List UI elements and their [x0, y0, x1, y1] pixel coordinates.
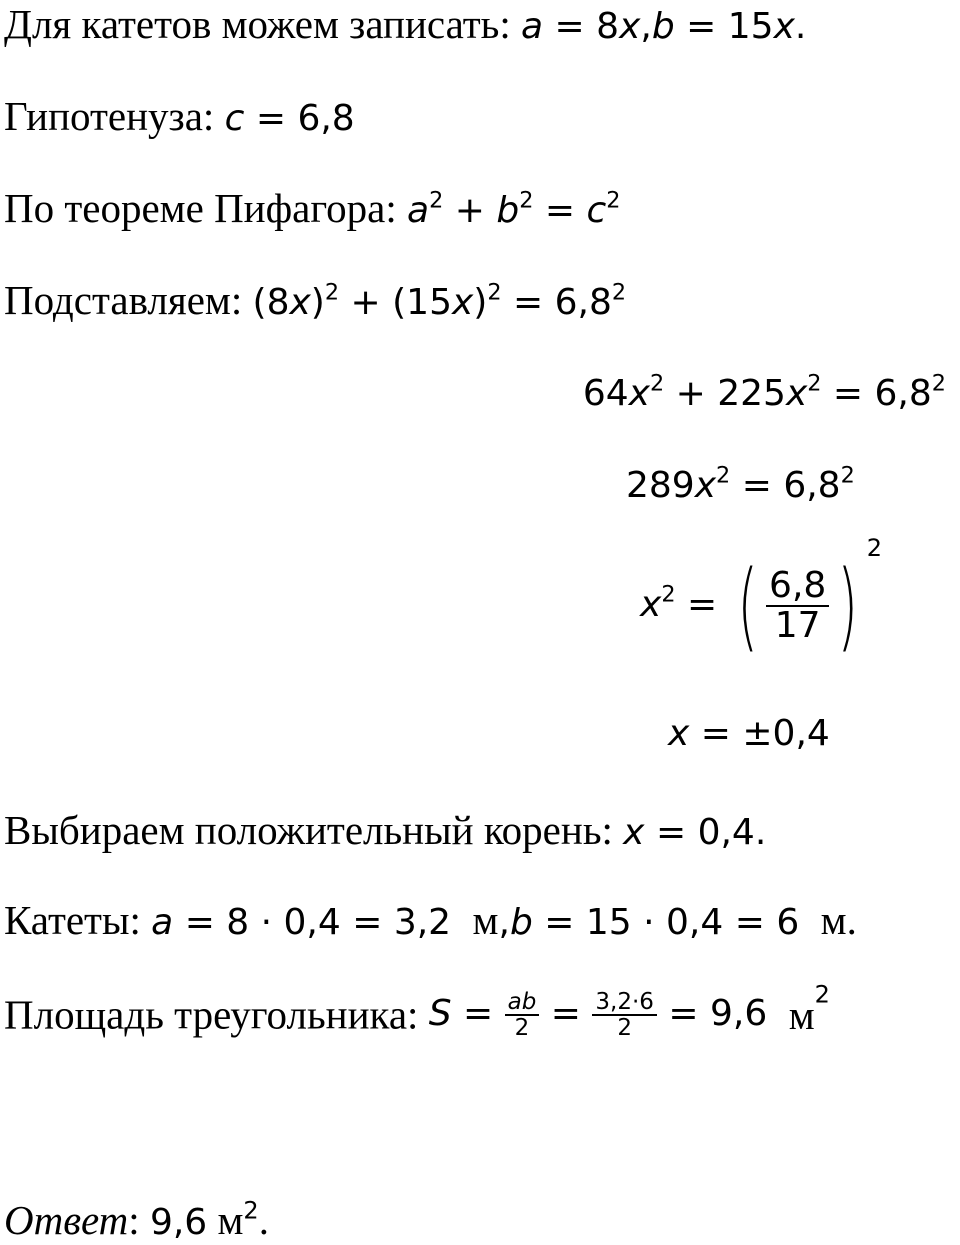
- positive-root-text: Выбираем положительный корень:: [4, 807, 613, 853]
- equation-step-3: $x^2$ = ( $\frac{6,8}{17}$ )$^2$: [640, 534, 883, 662]
- substitute-formula: $(8x)^2 + (15x)^2 = 6,8^2$: [252, 279, 627, 323]
- pythagoras-formula: $a^2 + b^2 = c^2$: [407, 187, 621, 231]
- area-fraction-2: $\frac{3,2\cdot 6}{2}$: [592, 990, 657, 1040]
- equation-step-2: $289x^2 = 6,8^2$: [626, 462, 855, 506]
- legs-values-text: Катеты:: [4, 897, 141, 943]
- legs-formula: a = 8x,b = 15x.: [521, 6, 807, 47]
- answer-label: Ответ: [4, 1197, 129, 1243]
- substitute-text: Подставляем:: [4, 277, 243, 323]
- positive-root-formula: x = 0,4.: [623, 812, 767, 853]
- equation-step-4: x = ±0,4: [668, 713, 830, 754]
- line-positive-root: [4, 807, 767, 853]
- line-legs-values: Катеты: a = 8 · 0,4 = 3,2 м,b = 15 · 0,4 = 6 м.: [4, 897, 857, 943]
- line-legs: [4, 1, 807, 47]
- pythagoras-text: По теореме Пифагора:: [4, 185, 397, 231]
- area-formula: S = $\frac{ab}{2}$ = $\frac{3,2\cdot 6}{2}$ = 9,6: [428, 989, 768, 1042]
- hypotenuse-text: Гипотенуза:: [4, 93, 215, 139]
- fraction: $\frac{6,8}{17}$: [766, 567, 829, 645]
- answer-unit: м: [217, 1197, 244, 1243]
- legs-values-formula: a = 8 · 0,4 = 3,2: [151, 902, 452, 943]
- legs-text: Для катетов можем записать:: [4, 1, 511, 47]
- line-area: Площадь треугольника: S = $\frac{ab}{2}$ = $\frac{3,2\cdot 6}{2}$ = 9,6 $м^2$: [4, 980, 830, 1042]
- answer-line: Ответ: 9,6 $м^2$.: [4, 1196, 269, 1243]
- line-hypotenuse: [4, 93, 355, 139]
- line-substitute: [4, 277, 627, 323]
- line-pythagoras: [4, 185, 621, 231]
- equation-step-1: $64x^2 + 225x^2 = 6,8^2$: [582, 370, 946, 414]
- area-fraction-1: $\frac{ab}{2}$: [505, 990, 540, 1040]
- legs-values-formula-b: ,b = 15 · 0,4 = 6: [498, 902, 800, 943]
- answer-value: 9,6: [149, 1202, 208, 1243]
- hypotenuse-formula: c = 6,8: [224, 98, 355, 139]
- area-text: Площадь треугольника:: [4, 991, 419, 1038]
